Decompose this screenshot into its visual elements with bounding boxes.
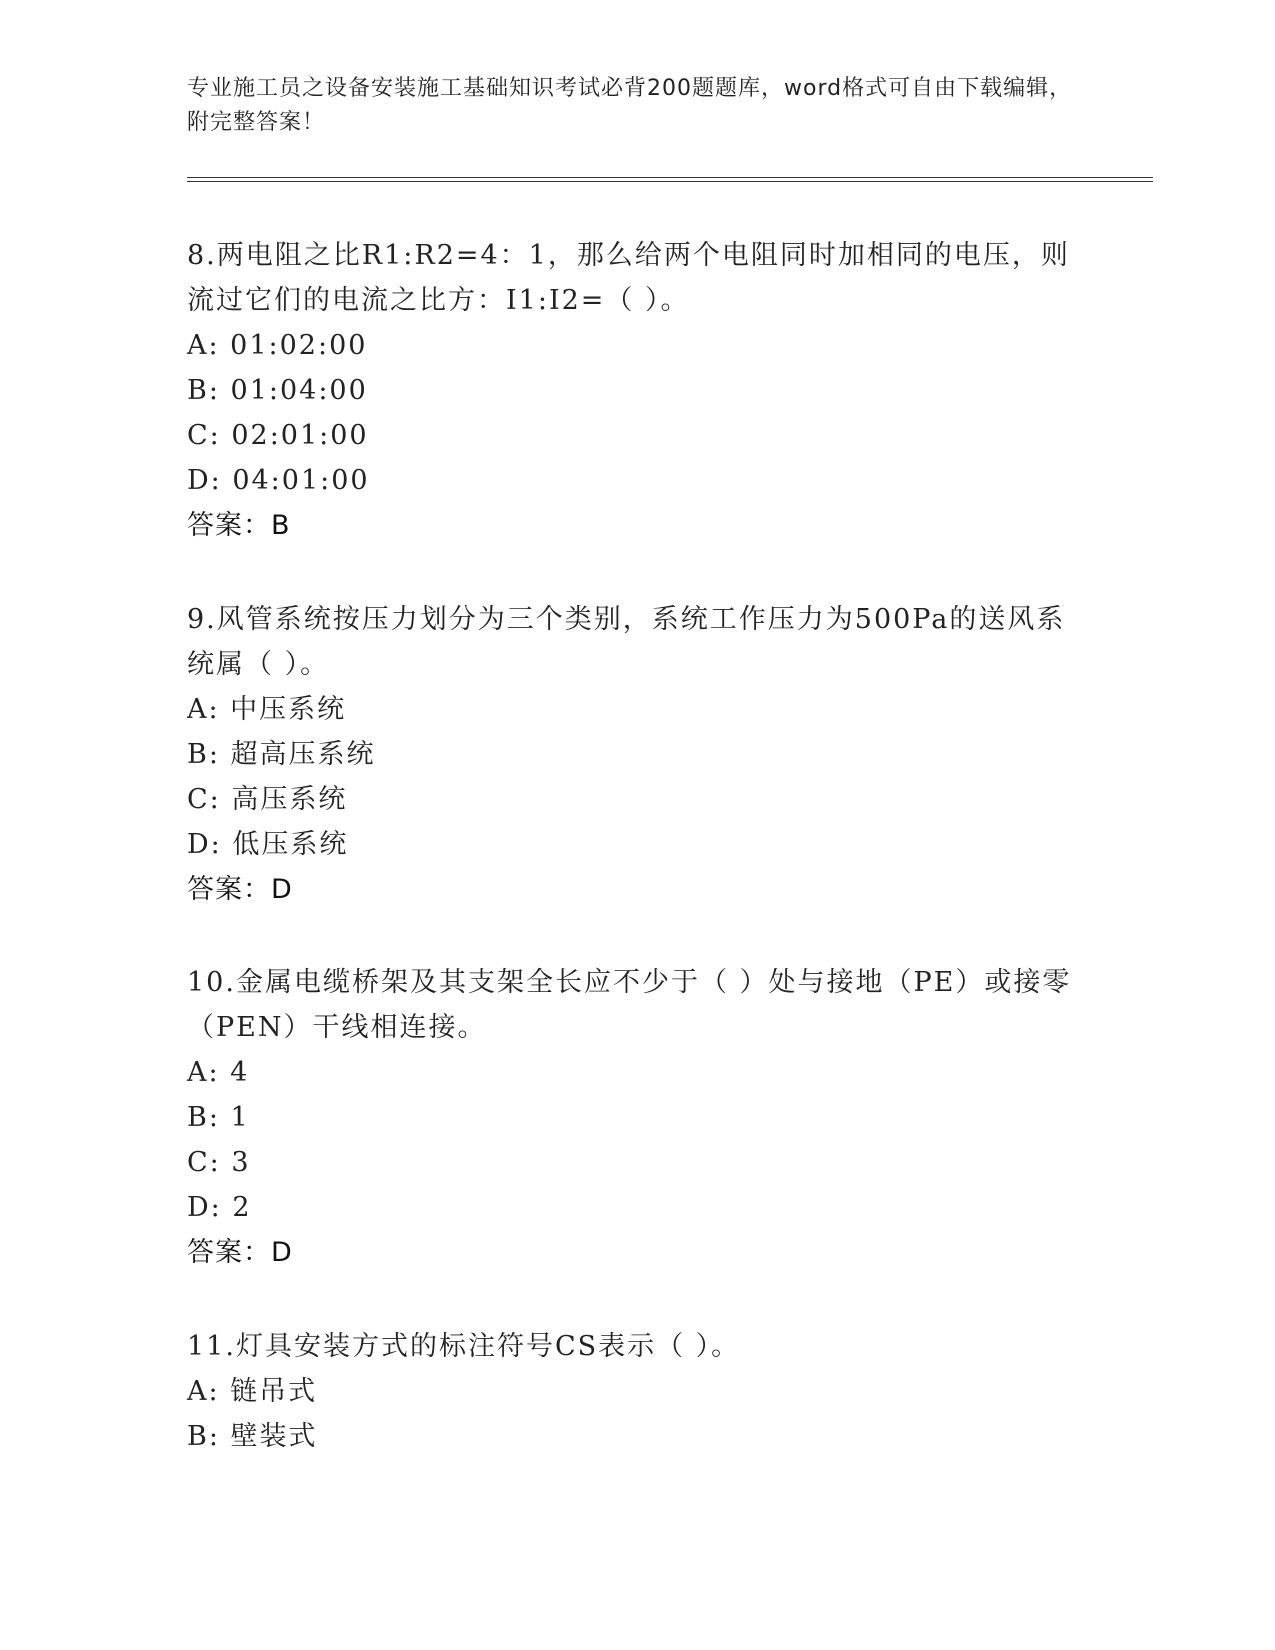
answer: 答案：B <box>187 510 291 541</box>
question-8 <box>187 233 1087 548</box>
option-c: C: 3 <box>187 1147 251 1178</box>
option-a: A: 01:02:00 <box>187 330 368 361</box>
option-c: C: 02:01:00 <box>187 420 369 451</box>
question-stem: 11.灯具安装方式的标注符号CS表示（ ）。 <box>187 1331 741 1362</box>
question-stem: 8.两电阻之比R1:R2=4：1，那么给两个电阻同时加相同的电压，则流过它们的电流之比方：I1:I2=（ ）。 <box>187 240 1070 316</box>
answer: 答案：D <box>187 874 293 905</box>
document-header: 专业施工员之设备安装施工基础知识考试必背200题题库，word格式可自由下载编辑，附完整答案！ <box>187 76 1073 135</box>
option-a: A: 中压系统 <box>187 694 347 725</box>
answer: 答案：D <box>187 1237 293 1268</box>
option-c: C: 高压系统 <box>187 784 348 815</box>
option-b: B: 壁装式 <box>187 1421 318 1452</box>
question-9 <box>187 597 1087 912</box>
option-b: B: 01:04:00 <box>187 375 368 406</box>
option-b: B: 超高压系统 <box>187 739 376 770</box>
question-stem: 10.金属电缆桥架及其支架全长应不少于（ ）处与接地（PE）或接零（PEN）干线相连接。 <box>187 967 1072 1043</box>
option-d: D: 低压系统 <box>187 829 349 860</box>
option-d: D: 2 <box>187 1192 252 1223</box>
question-10 <box>187 960 1087 1275</box>
option-a: A: 链吊式 <box>187 1376 318 1407</box>
header-divider <box>187 177 1153 178</box>
option-d: D: 04:01:00 <box>187 465 370 496</box>
option-a: A: 4 <box>187 1057 250 1088</box>
question-stem: 9.风管系统按压力划分为三个类别，系统工作压力为500Pa的送风系统属（ ）。 <box>187 604 1066 680</box>
option-b: B: 1 <box>187 1102 250 1133</box>
question-11 <box>187 1324 1087 1459</box>
header-divider <box>187 181 1153 182</box>
